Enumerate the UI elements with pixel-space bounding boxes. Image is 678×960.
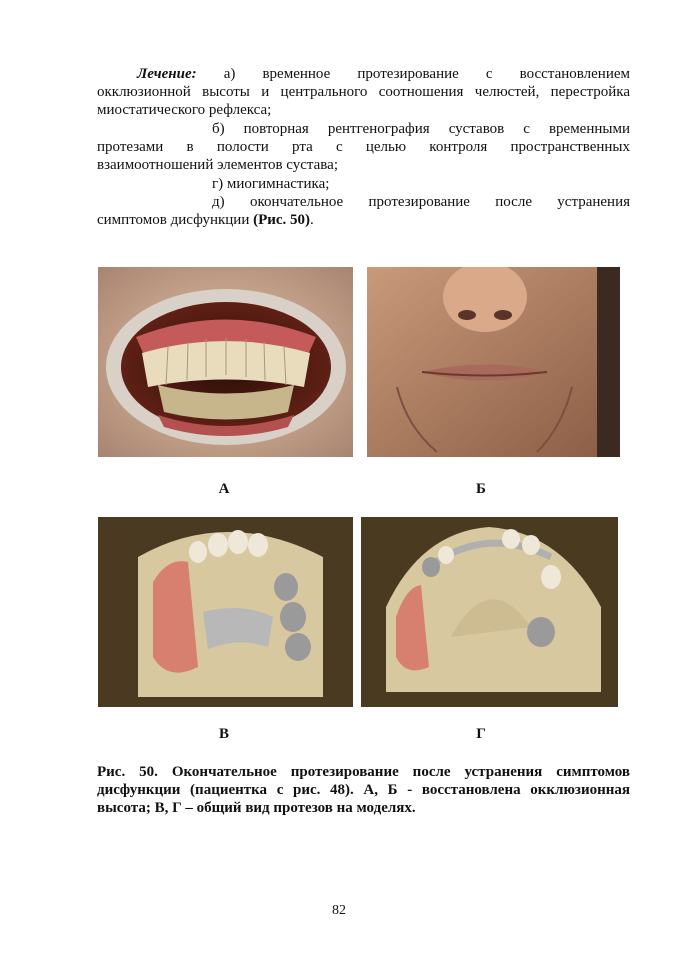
treatment-item-a-line3: миостатического рефлекса; [97, 102, 272, 118]
treatment-item-b-line3: взаимоотношений элементов сустава; [97, 157, 339, 173]
treatment-heading: Лечение: [137, 66, 197, 82]
photo-label-b: Б [476, 481, 486, 497]
treatment-item-d-line1: д) окончательное протезирование после устранения [212, 194, 630, 210]
treatment-item-b-line1: б) повторная рентгенография суставов с временными [212, 121, 630, 137]
figure-caption [97, 763, 630, 817]
caption-line2: дисфункции (пациентка с рис. 48). А, Б - восстановлена окклюзионная [97, 782, 630, 798]
treatment-item-a-line2: окклюзионной высоты и центрального соотношения челюстей, перестройка [97, 84, 630, 100]
page-number: 82 [332, 903, 346, 918]
treatment-paragraph-a [97, 66, 630, 84]
photo-label-v: В [218, 726, 229, 742]
treatment-item-b-line2: протезами в полости рта с целью контроля пространственных [97, 139, 630, 155]
photo-a-dental-occlusion [98, 267, 353, 457]
treatment-item-d-line2 [97, 212, 630, 230]
caption-line1: Рис. 50. Окончательное протезирование после устранения симптомов [97, 764, 630, 780]
figure-reference: (Рис. 50) [253, 212, 311, 228]
period: . [310, 212, 314, 228]
photo-label-g: Г [476, 726, 486, 742]
photo-label-a: А [218, 481, 230, 497]
treatment-item-d-text: симптомов дисфункции [97, 212, 254, 228]
treatment-item-g-line1: г) миогимнастика; [212, 176, 330, 192]
photo-g-lower-denture-model [361, 517, 618, 707]
photo-b-lower-face [367, 267, 620, 457]
treatment-item-a-line1: а) временное протезирование с восстановлением [223, 66, 630, 82]
caption-line3: высота; В, Г – общий вид протезов на моделях. [97, 800, 416, 816]
photo-v-upper-denture-model [98, 517, 353, 707]
